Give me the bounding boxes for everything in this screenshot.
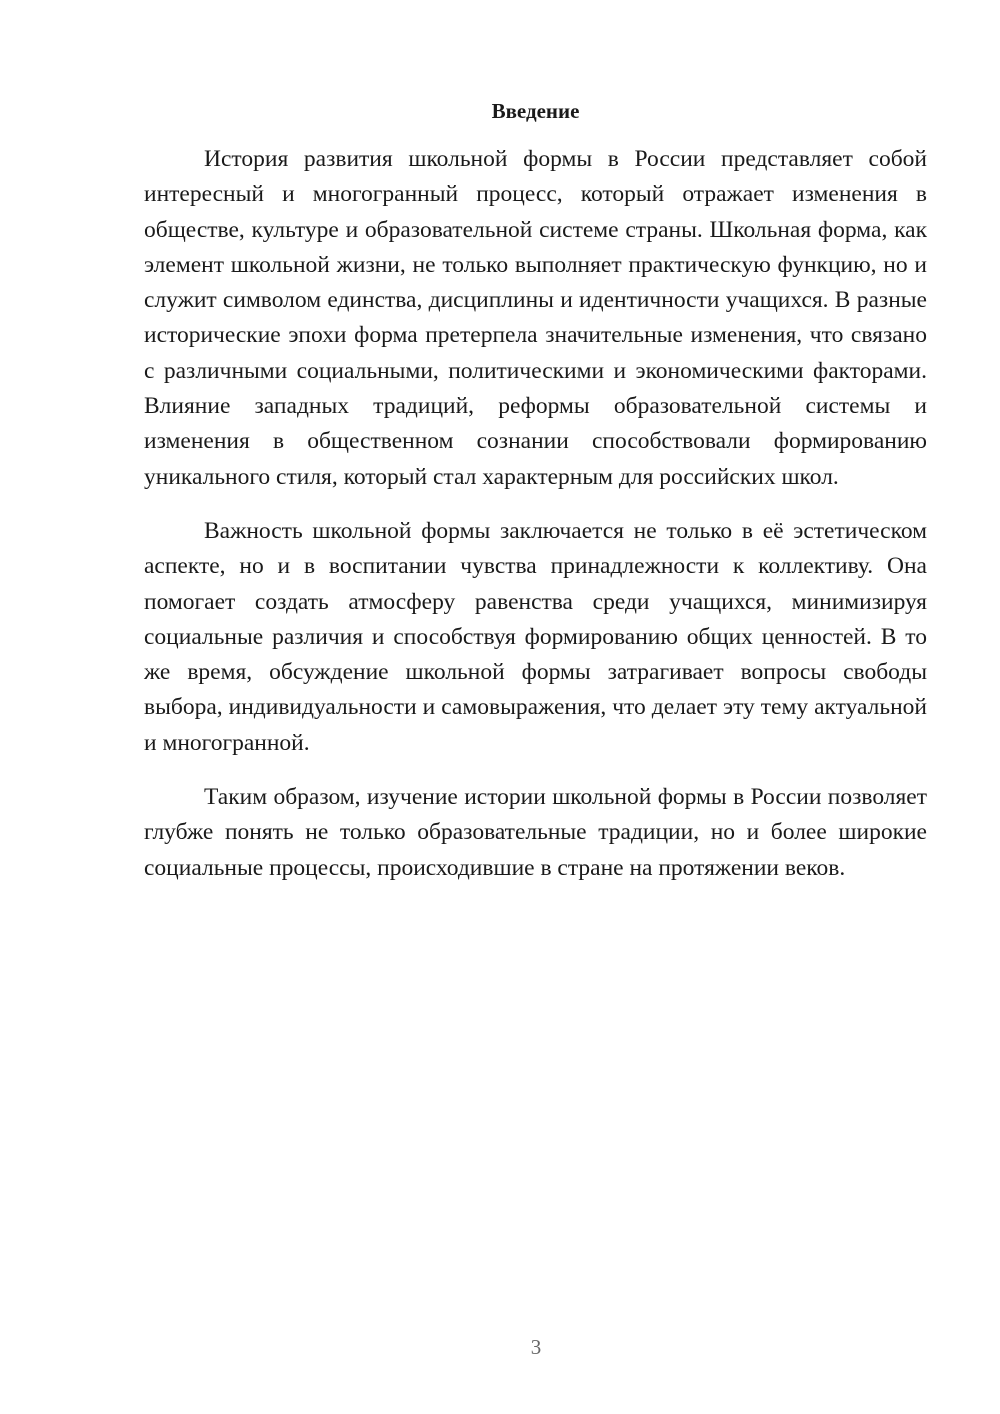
section-heading: Введение: [491, 99, 580, 123]
paragraph-3: Таким образом, изучение истории школьной формы в России позволяет глубже понять не только образовательные традиции, но и более широкие социальные процессы, происходившие в стране на протяжении веков.: [144, 784, 927, 881]
paragraph-2: Важность школьной формы заключается не только в её эстетическом аспекте, но и в воспитании чувства принадлежности к коллективу. Она помогает создать атмосферу равенства среди учащихся, минимизируя социальные различия и способствуя формированию общих ценностей. В то же время, обсуждение школьной формы затрагивает вопросы свободы выбора, индивидуальности и самовыражения, что делает эту тему актуальной и многогранной.: [144, 517, 927, 756]
page-number: 3: [530, 1335, 542, 1359]
paragraph-1: История развития школьной формы в России представляет собой интересный и многогранный процесс, который отражает изменения в обществе, культуре и образовательной системе страны. Школьная форма, как элемент школьной жизни, не только выполняет практическую функцию, но и служит символом единства, дисциплины и идентичности учащихся. В разные исторические эпохи форма претерпела значительные изменения, что связано с различными социальными, политическими и экономическими факторами. Влияние западных традиций, реформы образовательной системы и изменения в общественном сознании способствовали формированию уникального стиля, который стал характерным для российских школ.: [144, 146, 927, 490]
body-text: [144, 142, 927, 886]
